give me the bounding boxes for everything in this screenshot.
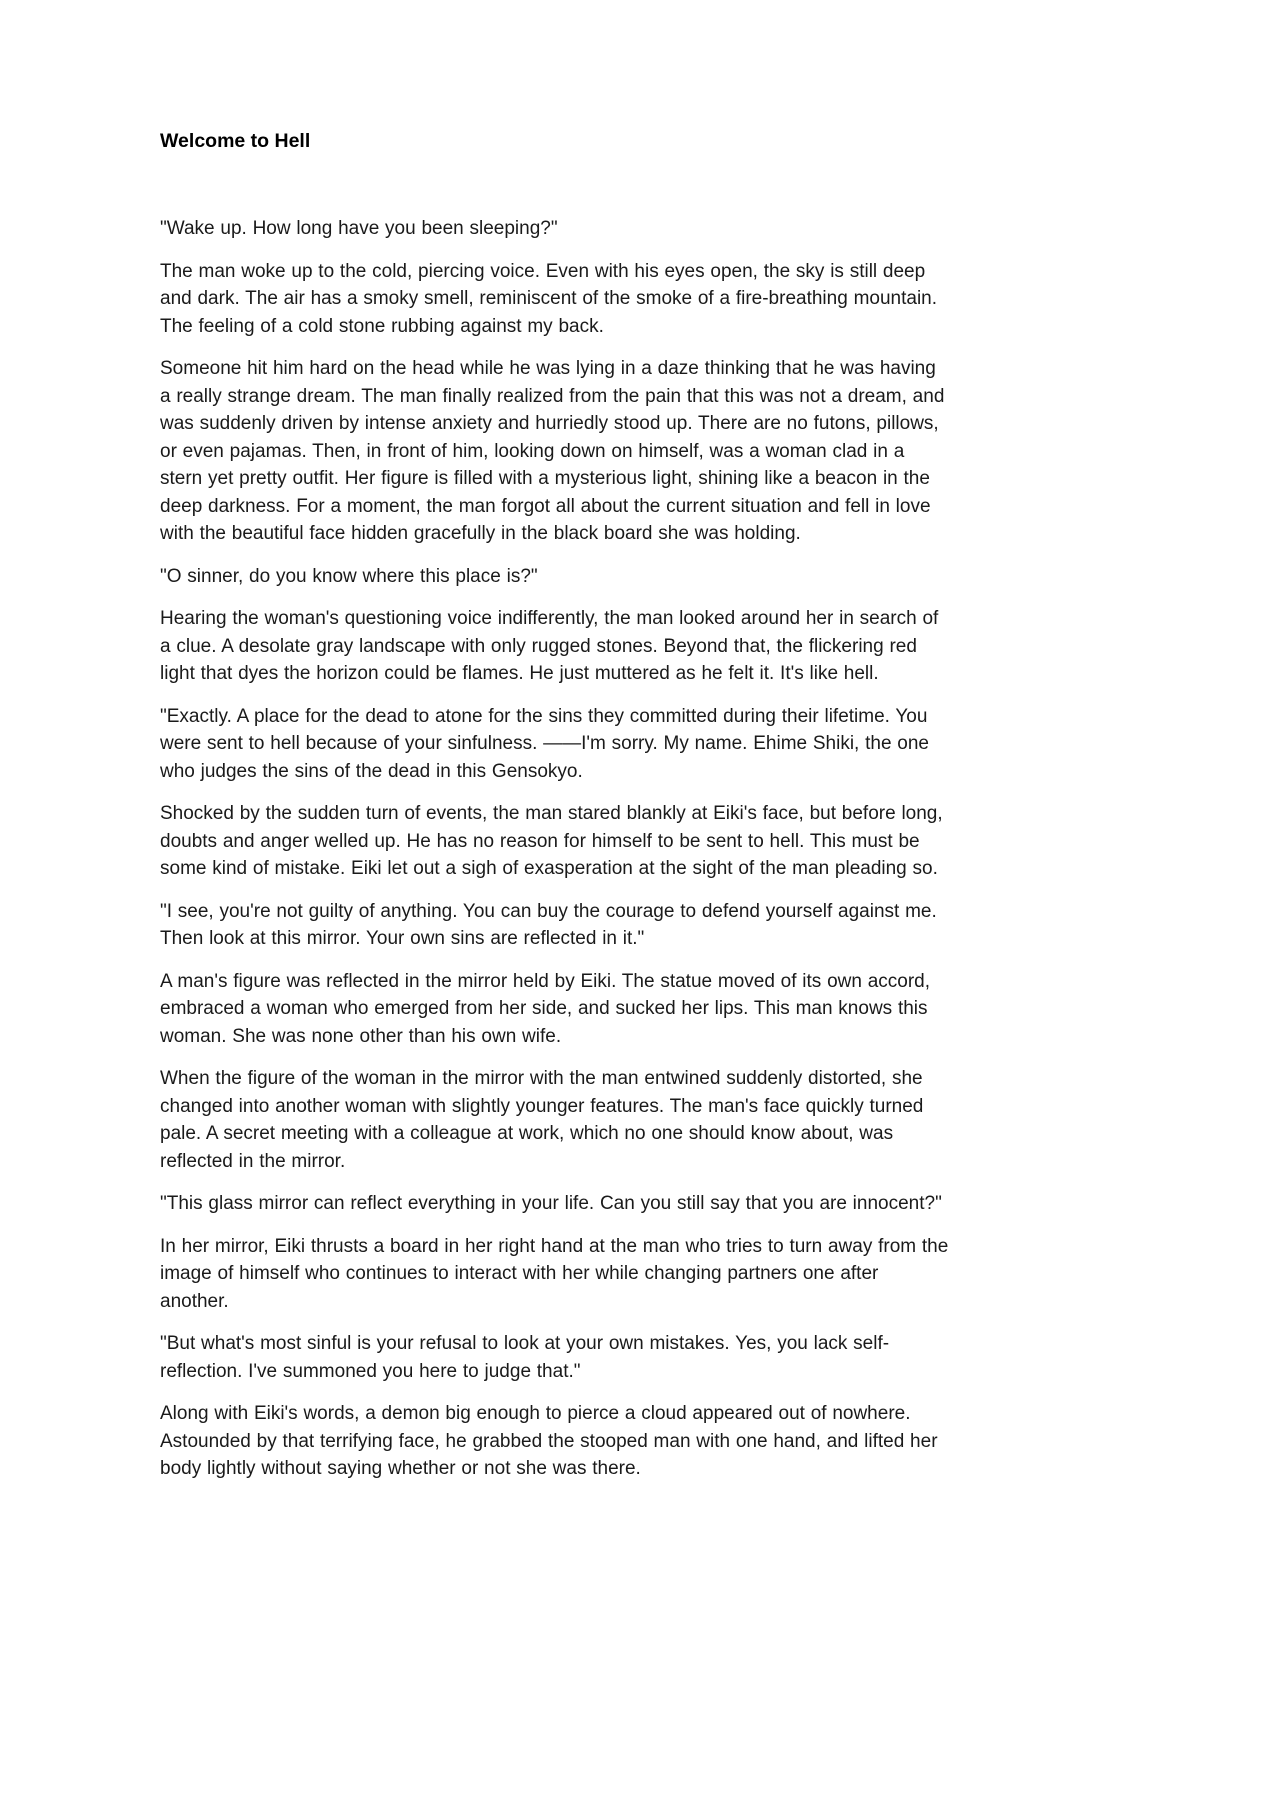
paragraph: "Wake up. How long have you been sleeping?" [160, 218, 558, 239]
paragraph: Along with Eiki's words, a demon big enough to pierce a cloud appeared out of nowhere. Astounded by that terrifying face, he grabbed the stooped man with one hand, and lifted her body lightly without saying whether or not she was there. [160, 1403, 938, 1479]
paragraph: "But what's most sinful is your refusal to look at your own mistakes. Yes, you lack self-reflection. I've summoned you here to judge that." [160, 1333, 890, 1382]
paragraph: "O sinner, do you know where this place is?" [160, 565, 538, 587]
document-body [160, 215, 950, 1483]
paragraph: Hearing the woman's questioning voice indifferently, the man looked around her in search of a clue. A desolate gray landscape with only rugged stones. Beyond that, the flickering red light that dyes the horizon could be flames. He just muttered as he felt it. It's like hell. [160, 608, 939, 684]
paragraph: A man's figure was reflected in the mirror held by Eiki. The statue moved of its own accord, embraced a woman who emerged from her side, and sucked her lips. This man knows this woman. She was none other than his own wife. [160, 970, 931, 1047]
paragraph: Someone hit him hard on the head while he was lying in a daze thinking that he was having a really strange dream. The man finally realized from the pain that this was not a dream, and was suddenly driven by intense anxiety and hurriedly stood up. There are no futons, pillows, or even pajamas. Then, in front of him, looking down on himself, was a woman clad in a stern yet pretty outfit. Her figure is filled with a mysterious light, shining like a beacon in the deep darkness. For a moment, the man forgot all about the current situation and fell in love with the beautiful face hidden gracefully in the black board she was holding. [160, 358, 945, 544]
paragraph: "This glass mirror can reflect everything in your life. Can you still say that you are innocent?" [160, 1193, 942, 1214]
paragraph: In her mirror, Eiki thrusts a board in her right hand at the man who tries to turn away from the image of himself who continues to interact with her while changing partners one after another. [160, 1235, 949, 1312]
paragraph: Shocked by the sudden turn of events, the man stared blankly at Eiki's face, but before long, doubts and anger welled up. He has no reason for himself to be sent to hell. This must be some kind of mistake. Eiki let out a sigh of exasperation at the sight of the man pleading so. [160, 803, 943, 879]
paragraph: When the figure of the woman in the mirror with the man entwined suddenly distorted, she changed into another woman with slightly younger features. The man's face quickly turned pale. A secret meeting with a colleague at work, which no one should know about, was reflected in the mirror. [160, 1068, 924, 1172]
document-title: Welcome to Hell [160, 130, 311, 152]
paragraph: "I see, you're not guilty of anything. You can buy the courage to defend yourself against me. Then look at this mirror. Your own sins are reflected in it." [160, 900, 937, 949]
paragraph: The man woke up to the cold, piercing voice. Even with his eyes open, the sky is still deep and dark. The air has a smoky smell, reminiscent of the smoke of a fire-breathing mountain. The feeling of a cold stone rubbing against my back. [160, 260, 938, 337]
paragraph: "Exactly. A place for the dead to atone for the sins they committed during their lifetime. You were sent to hell because of your sinfulness. ——I'm sorry. My name. Ehime Shiki, the one who judges the sins of the dead in this Gensokyo. [160, 705, 929, 782]
